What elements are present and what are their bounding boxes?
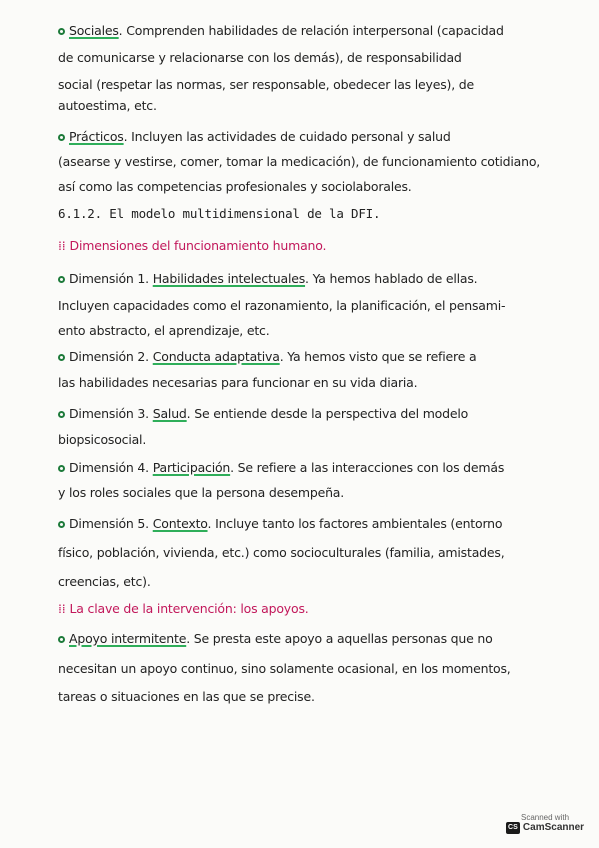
scanner-brand: CamScanner (522, 822, 585, 833)
camscanner-watermark (505, 808, 585, 838)
bullet-icon (58, 28, 65, 35)
term-highlight: Salud (152, 406, 187, 421)
camscanner-logo-icon: CS (506, 822, 520, 834)
paragraph-line: físico, población, vivienda, etc.) como socioculturales (familia, amistades, (58, 545, 505, 560)
paragraph-line: así como las competencias profesionales y sociolaborales. (58, 179, 412, 194)
paragraph-line: Dimensión 1. Habilidades intelectuales. Ya hemos hablado de ellas. (58, 270, 558, 288)
term-highlight: Prácticos (69, 129, 124, 144)
bullet-icon (58, 521, 65, 528)
bullet-icon (58, 636, 65, 643)
paragraph-line: de comunicarse y relacionarse con los demás), de responsabilidad (58, 50, 462, 65)
paragraph-line: autoestima, etc. (58, 98, 157, 113)
term-highlight: Apoyo intermitente (69, 631, 187, 646)
bullet-icon (58, 354, 65, 361)
paragraph-line: Apoyo intermitente. Se presta este apoyo a aquellas personas que no (58, 630, 558, 648)
paragraph-line: creencias, etc). (58, 574, 151, 589)
subheading: ⁞⁞ La clave de la intervención: los apoyos. (58, 601, 309, 616)
bullet-icon (58, 411, 65, 418)
dots-icon: ⁞⁞ (58, 238, 66, 253)
term-highlight: Conducta adaptativa (152, 349, 280, 364)
bullet-icon (58, 465, 65, 472)
term-highlight: Sociales (69, 23, 119, 38)
scanner-caption: Scanned with (520, 812, 570, 822)
paragraph-line: biopsicosocial. (58, 432, 147, 447)
paragraph-line: Sociales. Comprenden habilidades de relación interpersonal (capacidad (58, 22, 558, 40)
paragraph-line: las habilidades necesarias para funcionar en su vida diaria. (58, 375, 418, 390)
paragraph-line: Prácticos. Incluyen las actividades de cuidado personal y salud (58, 128, 558, 146)
paragraph-line: Dimensión 4. Participación. Se refiere a las interacciones con los demás (58, 459, 558, 477)
paragraph-line: ento abstracto, el aprendizaje, etc. (58, 323, 270, 338)
dots-icon: ⁞⁞ (58, 601, 66, 616)
term-highlight: Habilidades intelectuales (152, 271, 306, 286)
paragraph-line: Incluyen capacidades como el razonamiento, la planificación, el pensami- (58, 298, 506, 313)
bullet-icon (58, 276, 65, 283)
section-heading: 6.1.2. El modelo multidimensional de la DFI. (58, 206, 381, 221)
subheading: ⁞⁞ Dimensiones del funcionamiento humano. (58, 238, 327, 253)
term-highlight: Contexto (152, 516, 208, 531)
paragraph-line: y los roles sociales que la persona desempeña. (58, 485, 345, 500)
paragraph-line: tareas o situaciones en las que se precise. (58, 689, 315, 704)
paragraph-line: Dimensión 3. Salud. Se entiende desde la perspectiva del modelo (58, 405, 558, 423)
term-highlight: Participación (152, 460, 231, 475)
paragraph-line: necesitan un apoyo continuo, sino solamente ocasional, en los momentos, (58, 661, 511, 676)
paragraph-line: Dimensión 2. Conducta adaptativa. Ya hemos visto que se refiere a (58, 348, 558, 366)
paragraph-line: (asearse y vestirse, comer, tomar la medicación), de funcionamiento cotidiano, (58, 154, 541, 169)
paragraph-line: social (respetar las normas, ser responsable, obedecer las leyes), de (58, 77, 474, 92)
paragraph-line: Dimensión 5. Contexto. Incluye tanto los factores ambientales (entorno (58, 515, 558, 533)
bullet-icon (58, 134, 65, 141)
